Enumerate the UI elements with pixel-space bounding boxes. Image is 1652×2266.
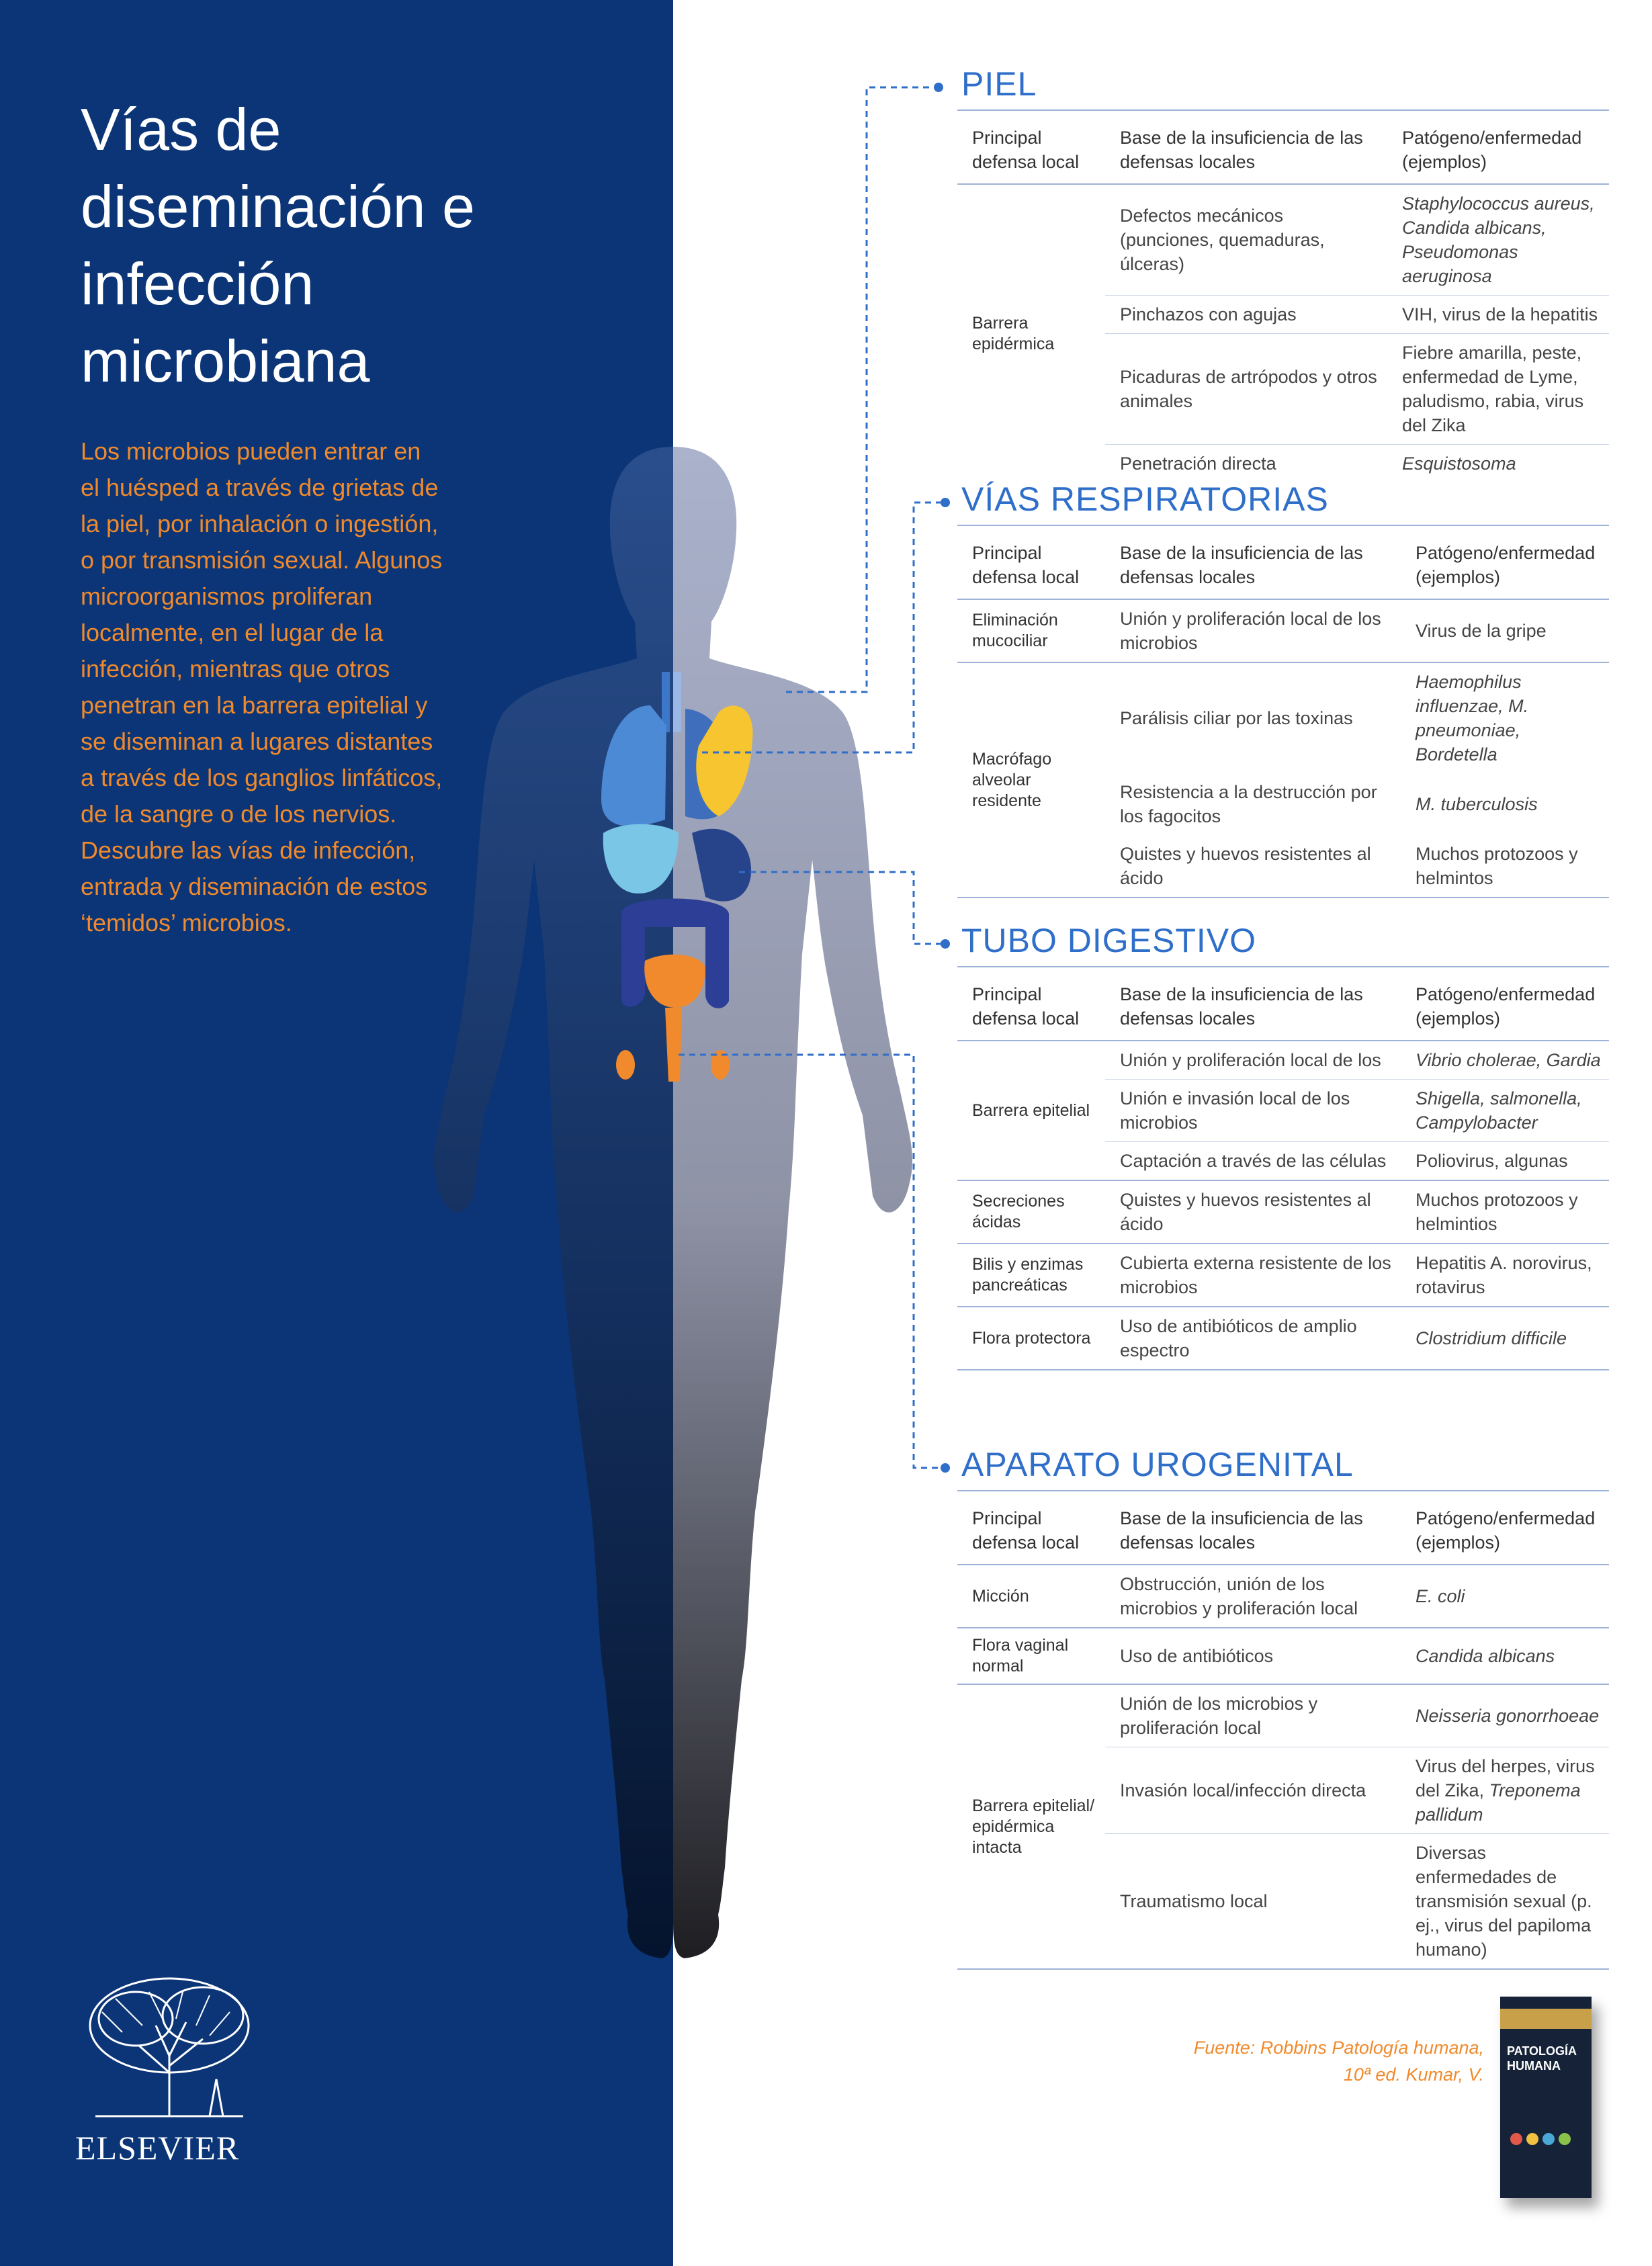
pathogen-cell: Staphylococcus aureus, Candida albicans, Pseudomonas aeruginosa — [1387, 184, 1609, 296]
table-urogenital — [957, 1491, 1609, 1970]
book-band — [1500, 2009, 1592, 2029]
failure-cell: Quistes y huevos resistentes al ácido — [1120, 844, 1371, 888]
section-urogenital — [957, 1444, 1609, 1970]
pathogen-cell: Virus de la gripe — [1416, 621, 1547, 641]
defense-cell: Barrera epidérmica — [957, 184, 1105, 482]
defense-cell: Flora vaginal normal — [957, 1628, 1105, 1684]
pathogen-cell: Shigella, salmonella, Campylobacter — [1401, 1080, 1609, 1142]
section-title-skin: PIEL — [957, 64, 1609, 111]
pathogen-cell: Neisseria gonorrhoeae — [1401, 1684, 1609, 1747]
page-title: Vías de diseminación e infección microbiana — [81, 96, 475, 394]
col-header-pathogen: Patógeno/enfermedad (ejemplos) — [1401, 1491, 1609, 1565]
pathogen-cell: Hepatitis A. norovirus, rotavirus — [1401, 1244, 1609, 1307]
failure-cell: Unión e invasión local de los microbios — [1105, 1080, 1401, 1142]
intro-text: Los microbios pueden entrar en el huésped a través de grietas de la piel, por inhalación o ingestión, o por transmisión sexual. Algunos microorganismos proliferan localmente, en el lugar de la infección, mientras que otros penetran en la barrera epitelial y se diseminan a lugares distantes a través de los ganglios linfáticos, de la sangre o de los nervios. Descubre las vías de infección, entrada y diseminación de estos ‘temidos’ microbios. — [81, 437, 443, 936]
col-header-defense: Principal defensa local — [957, 967, 1105, 1041]
col-header-defense: Principal defensa local — [957, 111, 1105, 184]
defense-cell: Flora protectora — [957, 1307, 1105, 1370]
failure-cell: Obstrucción, unión de los microbios y proliferación local — [1120, 1574, 1358, 1618]
section-title-digestive: TUBO DIGESTIVO — [957, 920, 1609, 967]
defense-cell: Bilis y enzimas pancreáticas — [957, 1244, 1105, 1307]
col-header-pathogen: Patógeno/enfermedad (ejemplos) — [1387, 111, 1609, 184]
failure-cell: Pinchazos con agujas — [1105, 296, 1387, 334]
table-respiratory — [957, 526, 1609, 898]
pathogen-cell: Haemophilus influenzae, M. pneumoniae, Bordetella — [1401, 662, 1609, 773]
pathogen-cell — [1401, 1747, 1609, 1834]
defense-cell: Barrera epitelial — [972, 1100, 1090, 1120]
defense-cell: Macrófago alveolar residente — [957, 662, 1105, 898]
failure-cell: Traumatismo local — [1105, 1834, 1401, 1970]
section-respiratory — [957, 479, 1609, 898]
failure-cell: Cubierta externa resistente de los microbios — [1105, 1244, 1401, 1307]
section-digestive — [957, 920, 1609, 1370]
table-skin — [957, 111, 1609, 482]
failure-cell: Captación a través de las células — [1105, 1142, 1401, 1181]
table-row — [957, 1684, 1609, 1747]
table-row — [957, 1628, 1609, 1684]
table-digestive — [957, 967, 1609, 1370]
table-row — [957, 1565, 1609, 1628]
section-title-urogenital: APARATO UROGENITAL — [957, 1444, 1609, 1491]
col-header-failure: Base de la insuficiencia de las defensas locales — [1105, 967, 1401, 1041]
table-row — [957, 1180, 1609, 1244]
defense-cell: Eliminación mucociliar — [972, 611, 1058, 650]
col-header-failure: Base de la insuficiencia de las defensas locales — [1105, 1491, 1401, 1565]
source-line-2: 10ª ed. Kumar, V. — [1343, 2064, 1484, 2085]
pathogen-cell: M. tuberculosis — [1416, 794, 1538, 814]
failure-cell: Invasión local/infección directa — [1105, 1747, 1401, 1834]
pathogen-cell: E. coli — [1416, 1586, 1465, 1606]
pathogen-cell: Diversas enfermedades de transmisión sexual (p. ej., virus del papiloma humano) — [1401, 1834, 1609, 1970]
failure-cell: Unión y proliferación local de los microbios — [1120, 609, 1381, 653]
failure-cell: Resistencia a la destrucción por los fagocitos — [1120, 782, 1377, 826]
pathogen-cell: Clostridium difficile — [1401, 1307, 1609, 1370]
section-skin — [957, 64, 1609, 482]
pathogen-cell: Muchos protozoos y helmintios — [1401, 1180, 1609, 1244]
table-header — [957, 1491, 1609, 1565]
col-header-defense: Principal defensa local — [957, 1491, 1105, 1565]
defense-cell: Secreciones ácidas — [957, 1180, 1105, 1244]
pathogen-cell: VIH, virus de la hepatitis — [1387, 296, 1609, 334]
book-cover — [1500, 1997, 1592, 2198]
failure-cell: Parálisis ciliar por las toxinas — [1105, 662, 1401, 773]
book-title: PATOLOGÍA HUMANA — [1507, 2044, 1577, 2073]
source-line-1: Fuente: Robbins Patología humana, — [1193, 2038, 1484, 2058]
col-header-failure: Base de la insuficiencia de las defensas locales — [1105, 526, 1401, 599]
defense-cell: Barrera epitelial/ epidérmica intacta — [957, 1684, 1105, 1969]
failure-cell: Uso de antibióticos de amplio espectro — [1105, 1307, 1401, 1370]
pathogen-text: Virus del herpes, virus del Zika, — [1416, 1756, 1595, 1800]
failure-cell: Picaduras de artrópodos y otros animales — [1105, 334, 1387, 445]
failure-cell: Quistes y huevos resistentes al ácido — [1105, 1180, 1401, 1244]
pathogen-cell: Fiebre amarilla, peste, enfermedad de Lyme, paludismo, rabia, virus del Zika — [1387, 334, 1609, 445]
failure-cell: Unión y proliferación local de los — [1120, 1050, 1381, 1070]
table-row — [957, 662, 1609, 773]
brand-wordmark: ELSEVIER — [75, 2129, 240, 2167]
table-row — [957, 599, 1609, 662]
source-citation — [1194, 2034, 1484, 2088]
table-row — [957, 1307, 1609, 1370]
connector-dots — [934, 83, 950, 1473]
table-header — [957, 526, 1609, 599]
failure-cell: Uso de antibióticos — [1105, 1628, 1401, 1684]
pathogen-cell: Vibrio cholerae, Gardia — [1416, 1050, 1601, 1070]
col-header-pathogen: Patógeno/enfermedad (ejemplos) — [1401, 967, 1609, 1041]
table-header — [957, 967, 1609, 1041]
col-header-defense: Principal defensa local — [957, 526, 1105, 599]
table-row — [957, 1244, 1609, 1307]
pathogen-cell: Muchos protozoos y helmintos — [1416, 844, 1578, 888]
failure-cell: Penetración directa — [1105, 445, 1387, 483]
col-header-pathogen: Patógeno/enfermedad (ejemplos) — [1401, 526, 1609, 599]
pathogen-cell: Candida albicans — [1401, 1628, 1609, 1684]
pathogen-cell: Esquistosoma — [1387, 445, 1609, 483]
pathogen-cell: Poliovirus, algunas — [1401, 1142, 1609, 1181]
table-row — [957, 184, 1609, 296]
elsevier-tree-logo-icon — [75, 1972, 263, 2123]
failure-cell: Unión de los microbios y proliferación local — [1105, 1684, 1401, 1747]
pathogen-text-italic: Treponema pallidum — [1416, 1780, 1581, 1825]
table-row — [957, 1041, 1609, 1080]
failure-cell: Defectos mecánicos (punciones, quemaduras, úlceras) — [1105, 184, 1387, 296]
book-dots-icon — [1508, 2131, 1583, 2147]
col-header-failure: Base de la insuficiencia de las defensas locales — [1105, 111, 1387, 184]
table-header — [957, 111, 1609, 184]
defense-cell: Micción — [972, 1586, 1029, 1606]
section-title-respiratory: VÍAS RESPIRATORIAS — [957, 479, 1609, 526]
